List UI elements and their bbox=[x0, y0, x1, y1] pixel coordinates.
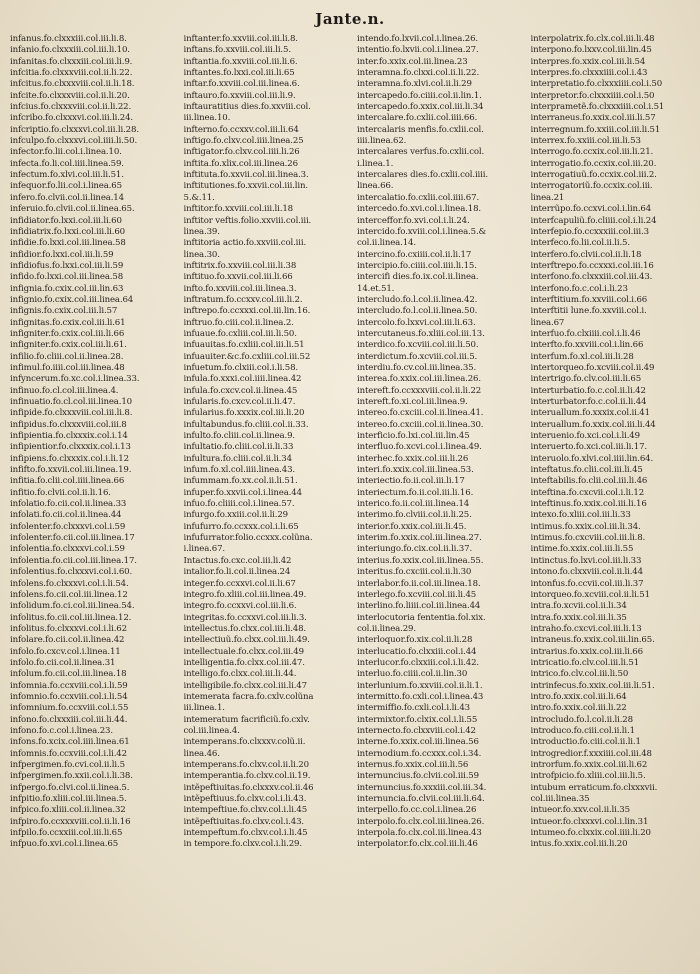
index-entry: infolo.fo.cxcv.col.i.linea.11 bbox=[10, 646, 121, 657]
index-entry: interfcapuliũ.fo.cliiii.col.i.li.24 bbox=[530, 215, 657, 226]
index-entry: intellectiuũ.fo.clxx.col.iii.li.49. bbox=[183, 635, 310, 646]
index-entry: infanus.fo.clxxxiii.col.iii.li.8. bbox=[10, 34, 127, 44]
index-entry: infomnia.fo.ccxviii.col.i.li.59 bbox=[10, 680, 128, 691]
index-entry: intellectuale.fo.clxx.col.iii.49 bbox=[183, 646, 304, 657]
index-entry: interceffor.fo.xvi.col.i.li.24. bbox=[357, 215, 470, 226]
index-column-1 bbox=[10, 34, 174, 968]
index-entry: interlego.fo.xcviii.col.iii.li.45 bbox=[357, 589, 477, 600]
index-entry: infimul.fo.iiii.col.iii.linea.48 bbox=[10, 362, 125, 373]
index-entry: infufurro.fo.ccxxx.col.i.li.65 bbox=[183, 521, 299, 532]
index-entry: interdico.fo.xcviii.col.iii.li.50. bbox=[357, 340, 479, 351]
index-entry: introcludo.fo.l.col.ii.li.28 bbox=[530, 714, 633, 725]
index-entry: intemerata facra.fo.cxlv.colũna bbox=[183, 691, 314, 702]
index-entry: infummam.fo.xx.col.ii.li.51. bbox=[183, 476, 298, 487]
index-entry: infulto.fo.cliii.col.ii.linea.9. bbox=[183, 431, 295, 442]
index-entry: interpres.fo.xxix.col.iii.li.54 bbox=[530, 56, 646, 67]
index-entry: intrinfecus.fo.xxix.col.iii.li.51. bbox=[530, 680, 655, 691]
index-entry: inftigator.fo.clxv.col.iiii.li.26 bbox=[183, 147, 300, 158]
index-entry: interdictum.fo.xcviii.col.iii.5. bbox=[357, 351, 478, 362]
index-entry: intumeo.fo.clxxix.col.iiii.li.20 bbox=[530, 828, 651, 839]
index-entry: linea.21 bbox=[530, 192, 565, 203]
index-entry: intercido.fo.xviii.col.i.linea.5.& bbox=[357, 226, 487, 237]
index-entry: infono.fo.clxxxiii.col.iii.li.44. bbox=[10, 714, 128, 725]
index-entry: i.linea.1. bbox=[357, 158, 394, 169]
index-entry: intra.fo.xcvii.col.ii.li.34 bbox=[530, 601, 627, 612]
index-entry: interlunium.fo.xxviii.col.ii.li.1. bbox=[357, 680, 483, 691]
index-entry: infolens.fo.clxxxvi.col.i.li.54. bbox=[10, 578, 129, 589]
index-entry: intercludo.fo.l.col.ii.linea.42. bbox=[357, 294, 478, 305]
index-entry: intimus.fo.xxix.col.iii.li.34. bbox=[530, 521, 641, 532]
index-entry: infula.fo.cxcv.col.ii.linea.45 bbox=[183, 385, 298, 396]
index-entry: interimo.fo.clviii.col.ii.li.25. bbox=[357, 510, 472, 521]
index-entry: intercapedo.fo.ciiii.col.ii.lin.1. bbox=[357, 90, 482, 101]
index-entry: interpolatrix.fo.clx.col.iii.li.48 bbox=[530, 34, 655, 44]
index-entry: intercalatio.fo.cxlii.col.iiii.67. bbox=[357, 192, 480, 203]
index-entry: linea.46. bbox=[183, 748, 220, 759]
index-entry: interior.fo.xxix.col.iii.li.45. bbox=[357, 521, 467, 532]
index-entry: inftitrix.fo.xxviii.col.iii.li.38 bbox=[183, 260, 297, 271]
index-entry: infurgo.fo.xxiii.col.ii.li.29 bbox=[183, 510, 288, 521]
index-entry: infula.fo.xxxi.col.iiii.linea.42 bbox=[183, 374, 302, 385]
index-entry: intimus.fo.cxcviii.col.iii.li.8. bbox=[530, 533, 646, 544]
index-entry: inftar.fo.xxviii.col.iii.linea.6. bbox=[183, 79, 300, 90]
index-entry: infecta.fo.li.col.iiii.linea.59. bbox=[10, 158, 124, 169]
index-entry: introgredior.f.xxxiiii.col.iii.48 bbox=[530, 748, 652, 759]
index-entry: intẽpeftiuitas.fo.clxxxv.col.ii.46 bbox=[183, 782, 314, 793]
index-entry: intempeftiue.fo.clxv.col.i.li.45 bbox=[183, 805, 308, 816]
index-entry: infitia.fo.clii.col.iiii.linea.66 bbox=[10, 476, 125, 487]
index-entry: infum.fo.xl.col.iiii.linea.43. bbox=[183, 465, 295, 476]
index-entry: introfpicio.fo.xliii.col.iii.li.5. bbox=[530, 771, 646, 782]
index-entry: intentio.fo.lxvii.col.i.linea.27. bbox=[357, 45, 479, 56]
index-entry: infolitus.fo.cii.col.iii.linea.12. bbox=[10, 612, 132, 623]
index-entry: infcribo.fo.clxxxvi.col.iii.li.24. bbox=[10, 113, 134, 124]
index-entry: infuauitas.fo.cxliii.col.iii.li.51 bbox=[183, 340, 305, 351]
index-entry: infidie.fo.lxxi.col.iii.linea.58 bbox=[10, 238, 126, 249]
index-entry: intẽpeftiuitas.fo.clxv.col.i.43. bbox=[183, 816, 305, 827]
index-entry: infitio.fo.clvii.col.ii.li.16. bbox=[10, 487, 111, 498]
index-entry: inteftina.fo.cxcvii.col.i.li.12 bbox=[530, 487, 645, 498]
index-entry: infpico.fo.xliii.col.ii.linea.32 bbox=[10, 805, 126, 816]
index-entry: infto.fo.xxviii.col.iii.linea.3. bbox=[183, 283, 297, 294]
index-entry: infpitio.fo.xliii.col.iii.linea.5. bbox=[10, 794, 127, 805]
index-entry: infcriptio.fo.clxxxvi.col.iii.li.28. bbox=[10, 124, 139, 135]
index-entry: integer.fo.ccxxvi.col.ii.li.67 bbox=[183, 578, 296, 589]
index-entry: infpuo.fo.xvi.col.i.linea.65 bbox=[10, 839, 119, 850]
index-entry: interftrepo.fo.ccxxxi.col.iii.16 bbox=[530, 260, 654, 271]
index-entry: intraneus.fo.xxix.col.iii.lin.65. bbox=[530, 635, 655, 646]
index-entry: infolentia.fo.cii.col.iii.linea.17. bbox=[10, 555, 137, 566]
index-entry: intemperans.fo.clxxxv.colũ.ii. bbox=[183, 737, 306, 748]
index-entry: intercedo.fo.xvi.col.i.linea.18. bbox=[357, 204, 481, 215]
index-entry: introduco.fo.ciii.col.ii.li.1 bbox=[530, 725, 635, 736]
index-entry: interftitium.fo.xxviii.col.i.66 bbox=[530, 294, 648, 305]
index-entry: intendo.fo.lxvii.col.i.linea.26. bbox=[357, 34, 479, 44]
index-entry: infyncerum.fo.xc.col.i.linea.33. bbox=[10, 374, 140, 385]
index-entry: interdiu.fo.cv.col.iii.linea.35. bbox=[357, 362, 477, 373]
index-entry: infector.fo.lii.col.i.linea.10. bbox=[10, 147, 122, 158]
index-entry: 5.&.11. bbox=[183, 192, 215, 203]
index-entry: infolidum.fo.ci.col.iii.linea.54. bbox=[10, 601, 135, 612]
index-entry: infularius.fo.xxxix.col.iii.li.20 bbox=[183, 408, 305, 419]
index-entry: infculpo.fo.clxxxvi.col.iiii.li.50. bbox=[10, 136, 138, 147]
index-entry: interlucor.fo.clxxiii.col.i.li.42. bbox=[357, 657, 480, 668]
index-entry: infolentius.fo.clxxxvi.col.i.60. bbox=[10, 567, 133, 578]
index-entry: interloquor.fo.xix.col.ii.li.28 bbox=[357, 635, 473, 646]
index-entry: infono.fo.c.col.i.linea.23. bbox=[10, 725, 113, 736]
index-entry: interftitii lune.fo.xxviii.col.i. bbox=[530, 306, 647, 317]
index-entry: introductio.fo.ciii.col.ii.li.1 bbox=[530, 737, 641, 748]
index-entry: interfum.fo.xl.col.iii.li.28 bbox=[530, 351, 634, 362]
index-entry: internecto.fo.clxxviii.col.i.42 bbox=[357, 725, 476, 736]
index-entry: infcitus.fo.clxxxviii.col.ii.li.18. bbox=[10, 79, 135, 90]
index-columns bbox=[10, 34, 694, 968]
index-entry: interea.fo.xxix.col.iii.linea.26. bbox=[357, 374, 481, 385]
index-entry: i.linea.67. bbox=[183, 544, 225, 555]
index-entry: interuenio.fo.xci.col.i.li.49 bbox=[530, 431, 640, 442]
index-entry: inteftinus.fo.xxix.col.iii.li.16 bbox=[530, 499, 647, 510]
index-entry: interiectum.fo.ii.col.iii.li.16. bbox=[357, 487, 474, 498]
index-entry: inteftabilis.fo.clii.col.iii.li.46 bbox=[530, 476, 648, 487]
index-entry: infolati.fo.cii.col.ii.linea.44 bbox=[10, 510, 122, 521]
index-entry: intertorqueo.fo.xcviii.col.ii.49 bbox=[530, 362, 655, 373]
index-entry: infilio.fo.cliii.col.ii.linea.28. bbox=[10, 351, 124, 362]
index-entry: interficio.fo.lxi.col.iii.lin.45 bbox=[357, 431, 470, 442]
index-entry: interlabor.fo.ii.col.iii.linea.18. bbox=[357, 578, 481, 589]
index-entry: infipientior.fo.clxxxix.col.i.13 bbox=[10, 442, 131, 453]
index-entry: linea.67 bbox=[530, 317, 565, 328]
index-entry: interfuo.fo.clxiiii.col.i.li.46 bbox=[530, 328, 641, 339]
index-entry: infignitas.fo.cxix.col.iii.li.61 bbox=[10, 317, 126, 328]
index-entry: inferuio.fo.clvii.col.ii.linea.65. bbox=[10, 204, 135, 215]
index-entry: intelligo.fo.clxx.col.iii.li.44. bbox=[183, 669, 297, 680]
index-entry: interprametẽ.fo.clxxxiiii.col.i.51 bbox=[530, 102, 665, 113]
index-entry: infpilo.fo.ccxxiii.col.iii.li.65 bbox=[10, 828, 123, 839]
index-entry: inftantes.fo.lxxi.col.iii.li.65 bbox=[183, 68, 295, 79]
index-entry: infipiens.fo.clxxxix.col.i.li.12 bbox=[10, 453, 129, 464]
index-entry: intertrigo.fo.clv.col.iii.li.65 bbox=[530, 374, 642, 385]
index-entry: infipide.fo.clxxxviii.col.iii.li.8. bbox=[10, 408, 133, 419]
index-entry: intermitto.fo.cxli.col.i.linea.43 bbox=[357, 691, 484, 702]
index-entry: intricatio.fo.clv.col.iii.li.51 bbox=[530, 657, 640, 668]
index-entry: inftanter.fo.xxviii.col.iii.li.8. bbox=[183, 34, 298, 44]
index-entry: interamna.fo.clxxi.col.ii.li.22. bbox=[357, 68, 480, 79]
index-entry: internuncia.fo.clvii.col.iii.li.64. bbox=[357, 794, 485, 805]
index-entry: infignia.fo.cxix.col.iii.lin.63 bbox=[10, 283, 124, 294]
index-entry: interpolator.fo.clx.col.iii.li.46 bbox=[357, 839, 478, 850]
index-entry: inftitor.fo.xxviii.col.iii.li.18 bbox=[183, 204, 293, 215]
index-entry: intercutaneus.fo.xliii.col.iii.13. bbox=[357, 328, 485, 339]
index-entry: intorqueo.fo.xcviii.col.ii.li.51 bbox=[530, 589, 650, 600]
index-entry: internuncius.fo.xxxiii.col.iii.34. bbox=[357, 782, 487, 793]
index-entry: col.ii.linea.29. bbox=[357, 623, 416, 634]
index-entry: intellectus.fo.clxx.col.iii.li.48. bbox=[183, 623, 307, 634]
index-entry: intereft.fo.xi.col.iii.linea.9. bbox=[357, 397, 468, 407]
index-entry: infcius.fo.clxxxviii.col.ii.li.22. bbox=[10, 102, 132, 113]
index-entry: infolenter.fo.cii.col.iii.linea.17 bbox=[10, 533, 135, 544]
index-entry: interrũpo.fo.ccxvi.col.i.lin.64 bbox=[530, 204, 652, 215]
index-entry: inftauratitius dies.fo.xxviii.col. bbox=[183, 102, 311, 113]
index-entry: inftita.fo.xlix.col.iii.linea.26 bbox=[183, 158, 298, 169]
index-entry: inftituo.fo.xxvii.col.iii.li.66 bbox=[183, 272, 293, 283]
index-entry: intemperantia.fo.clxv.col.ii.19. bbox=[183, 771, 311, 782]
index-entry: interturbator.fo.c.col.ii.li.44 bbox=[530, 397, 647, 407]
index-entry: intonfus.fo.ccvii.col.iii.li.37 bbox=[530, 578, 644, 589]
index-entry: intemeratum facrificiũ.fo.cxlv. bbox=[183, 714, 310, 725]
index-entry: inteftatus.fo.clii.col.iii.li.45 bbox=[530, 465, 643, 476]
index-entry: interfeco.fo.lii.col.ii.li.5. bbox=[530, 238, 630, 249]
index-entry: intercalare.fo.cxlii.col.iiii.66. bbox=[357, 113, 478, 124]
index-entry: intercludo.fo.l.col.ii.linea.50. bbox=[357, 306, 478, 317]
index-entry: infignio.fo.cxix.col.iii.linea.64 bbox=[10, 294, 134, 305]
index-entry: interpretor.fo.clxxxiiii.col.i.50 bbox=[530, 90, 655, 101]
page-header: Jante.n. bbox=[315, 10, 385, 28]
index-entry: internuncius.fo.clvii.col.iii.59 bbox=[357, 771, 479, 782]
index-entry: interfono.fo.clxxxiii.col.iii.43. bbox=[530, 272, 653, 283]
index-entry: iii.linea.1. bbox=[183, 703, 225, 714]
index-entry: infuo.fo.cliiii.col.i.linea.57. bbox=[183, 499, 295, 510]
index-entry: interlucatio.fo.clxxiii.col.i.44 bbox=[357, 646, 477, 657]
index-entry: integritas.fo.ccxxvi.col.iii.li.3. bbox=[183, 612, 307, 623]
index-entry: linea.30. bbox=[183, 249, 220, 260]
index-entry: interpolo.fo.clx.col.iii.linea.26. bbox=[357, 816, 485, 827]
index-entry: infultura.fo.cliii.col.ii.li.34 bbox=[183, 453, 292, 464]
index-entry: infolentia.fo.clxxxvi.col.i.59 bbox=[10, 544, 125, 555]
index-entry: infpergimen.fo.cvi.col.ii.li.5 bbox=[10, 760, 125, 770]
index-entry: infolitus.fo.clxxxvi.col.i.li.62 bbox=[10, 623, 127, 634]
index-entry: intercalares dies.fo.cxlii.col.iiii. bbox=[357, 170, 488, 181]
index-entry: intinctus.fo.lxvi.col.iii.li.33 bbox=[530, 555, 642, 566]
index-entry: inter.fo.xxix.col.iii.linea.23 bbox=[357, 56, 468, 67]
index-entry: inftratum.fo.ccxxv.col.iii.li.2. bbox=[183, 294, 303, 305]
index-entry: intus.fo.xxix.col.iii.li.20 bbox=[530, 839, 628, 850]
index-entry: interpello.fo.cc.col.i.linea.26 bbox=[357, 805, 477, 816]
index-entry: infero.fo.clvii.col.ii.linea.14 bbox=[10, 192, 124, 203]
index-entry: interrogo.fo.ccxix.col.iii.li.21. bbox=[530, 147, 654, 158]
index-entry: internus.fo.xxix.col.iii.li.56 bbox=[357, 760, 469, 770]
index-entry: intelligentia.fo.clxx.col.iii.47. bbox=[183, 657, 305, 668]
index-entry: intro.fo.xxix.col.iii.li.22 bbox=[530, 703, 627, 714]
index-entry: infcitia.fo.clxxxviii.col.ii.li.22. bbox=[10, 68, 133, 79]
index-entry: infidiatrix.fo.lxxi.col.iii.li.60 bbox=[10, 226, 125, 237]
index-entry: infipientia.fo.clxxxix.col.i.14 bbox=[10, 431, 128, 442]
index-entry: infanio.fo.clxxxiii.col.iii.li.10. bbox=[10, 45, 130, 56]
index-entry: infinuatio.fo.cl.col.iii.linea.10 bbox=[10, 397, 132, 407]
index-column-2 bbox=[184, 34, 348, 968]
index-entry: infuper.fo.xxvii.col.i.linea.44 bbox=[183, 487, 302, 498]
index-entry: interrogatio.fo.ccxix.col.iii.20. bbox=[530, 158, 657, 169]
index-entry: infomnis.fo.ccxviii.col.i.li.42 bbox=[10, 748, 127, 759]
index-entry: interregnum.fo.xxiii.col.iii.li.51 bbox=[530, 124, 661, 135]
index-entry: interrogatiuũ.fo.ccxix.col.iii.2. bbox=[530, 170, 657, 181]
index-entry: interfepio.fo.ccxxxiii.col.iii.3 bbox=[530, 226, 649, 237]
index-entry: linea.39. bbox=[183, 226, 220, 237]
index-entry: intercifi dies.fo.ix.col.ii.linea. bbox=[357, 272, 479, 283]
index-entry: interrogatoriũ.fo.ccxix.col.iii. bbox=[530, 181, 653, 192]
index-entry: interrex.fo.xxiii.col.iii.li.53 bbox=[530, 136, 641, 147]
index-entry: interuallum.fo.xxix.col.iii.li.44 bbox=[530, 419, 656, 430]
index-entry: intelligibile.fo.clxx.col.iii.li.47 bbox=[183, 680, 307, 691]
index-entry: intono.fo.clxxviii.col.ii.li.44 bbox=[530, 567, 643, 578]
index-entry: interamna.fo.xlvi.col.ii.li.29 bbox=[357, 79, 472, 90]
index-entry: interpono.fo.lxxv.col.iii.lin.45 bbox=[530, 45, 652, 56]
index-entry: infpergimen.fo.xxii.col.i.li.38. bbox=[10, 771, 133, 782]
index-entry: infultabundus.fo.cliii.col.ii.33. bbox=[183, 419, 309, 430]
index-entry: inftrepo.fo.ccxxxi.col.iii.lin.16. bbox=[183, 306, 311, 317]
index-entry: infolatio.fo.cii.col.ii.linea.33 bbox=[10, 499, 127, 510]
index-entry: intubum erraticum.fo.clxxxvii. bbox=[530, 782, 658, 793]
index-entry: intrarius.fo.xxix.col.iii.li.66 bbox=[530, 646, 643, 657]
index-entry: inftitutiones.fo.xxvii.col.iii.lin. bbox=[183, 181, 308, 192]
index-entry: intercalaris menfis.fo.cxlii.col. bbox=[357, 124, 484, 135]
index-entry: intrico.fo.clv.col.iii.li.50 bbox=[530, 669, 629, 680]
index-entry: inftituta.fo.xxvii.col.iii.linea.3. bbox=[183, 170, 309, 181]
index-entry: intercalares verfus.fo.cxlii.col. bbox=[357, 147, 485, 158]
index-entry: interfono.fo.c.col.i.li.23 bbox=[530, 283, 628, 294]
index-entry: Intactus.fo.cxc.col.iii.li.42 bbox=[183, 555, 292, 566]
index-entry: infterno.fo.ccxxv.col.iii.li.64 bbox=[183, 124, 299, 135]
index-entry: intexo.fo.xliii.col.iii.li.33 bbox=[530, 510, 631, 521]
index-entry: intempeftum.fo.clxv.col.i.li.45 bbox=[183, 828, 308, 839]
index-entry: infcite.fo.clxxxviii.col.ii.li.20. bbox=[10, 90, 130, 101]
index-entry: infinuo.fo.cl.col.iii.linea.4. bbox=[10, 385, 119, 396]
index-entry: interiungo.fo.cix.col.ii.li.37. bbox=[357, 544, 473, 555]
index-column-4 bbox=[531, 34, 695, 968]
index-entry: linea.66. bbox=[357, 181, 394, 192]
index-entry: infifto.fo.xxvii.col.iii.linea.19. bbox=[10, 465, 132, 476]
index-entry: infolare.fo.cii.col.ii.linea.42 bbox=[10, 635, 125, 646]
index-entry: infons.fo.xcix.col.iiii.linea.61 bbox=[10, 737, 130, 748]
index-entry: intereo.fo.cxciii.col.ii.linea.30. bbox=[357, 419, 484, 430]
index-entry: infularis.fo.cxcv.col.ii.li.47. bbox=[183, 397, 296, 407]
index-entry: intueor.fo.xxv.col.ii.li.35 bbox=[530, 805, 630, 816]
index-entry: infomnio.fo.ccxviii.col.i.li.54 bbox=[10, 691, 128, 702]
index-entry: infpergo.fo.clvi.col.ii.linea.5. bbox=[10, 782, 130, 793]
index-entry: intẽpeftiuus.fo.clxv.col.i.li.43. bbox=[183, 794, 307, 805]
index-entry: intermixtor.fo.clxix.col.i.li.55 bbox=[357, 714, 478, 725]
index-entry: integro.fo.xliii.col.iii.linea.49. bbox=[183, 589, 307, 600]
index-entry: infipidus.fo.clxxxviii.col.iii.8 bbox=[10, 419, 127, 430]
index-entry: integro.fo.ccxxvi.col.iii.li.6. bbox=[183, 601, 297, 612]
index-entry: infigniter.fo.cxix.col.iii.li.66 bbox=[10, 328, 125, 339]
index-entry: intime.fo.xxix.col.iii.li.55 bbox=[530, 544, 634, 555]
index-entry: infuetum.fo.clxiii.col.i.li.58. bbox=[183, 362, 298, 373]
index-entry: intueor.fo.clxxxvi.col.i.lin.31 bbox=[530, 816, 649, 827]
index-entry: infpiro.fo.ccxxxviii.col.ii.li.16 bbox=[10, 816, 131, 827]
index-entry: infectum.fo.xlvi.col.iii.li.51. bbox=[10, 170, 124, 181]
index-entry: iii.linea.10. bbox=[183, 113, 231, 124]
index-entry: inftauro.fo.xxviii.col.iii.li.9. bbox=[183, 90, 296, 101]
index-entry: infomnium.fo.ccxviii.col.i.55 bbox=[10, 703, 129, 714]
index-entry: intra.fo.xxix.col.iii.li.35 bbox=[530, 612, 627, 623]
index-column-3 bbox=[357, 34, 521, 968]
index-entry: infufurrator.folio.ccxxx.colũna. bbox=[183, 533, 313, 544]
index-entry: iiii.linea.62. bbox=[357, 136, 407, 147]
index-entry: interim.fo.xxix.col.iii.linea.27. bbox=[357, 533, 482, 544]
index-entry: infidiator.fo.lxxi.col.iii.li.60 bbox=[10, 215, 122, 226]
index-entry: infultatio.fo.cliii.col.ii.li.33 bbox=[183, 442, 294, 453]
index-entry: intercolo.fo.lxxvi.col.iii.li.63. bbox=[357, 317, 476, 328]
index-entry: intalior.fo.li.col.ii.linea.24 bbox=[183, 567, 291, 578]
index-entry: col.iii.linea.4. bbox=[183, 725, 240, 736]
index-entry: interluo.fo.ciiii.col.ii.lin.30 bbox=[357, 669, 468, 680]
index-entry: infido.fo.lxxi.col.iii.linea.58 bbox=[10, 272, 124, 283]
index-entry: intercapedo.fo.xxix.col.iii.li.34 bbox=[357, 102, 484, 113]
index-entry: intraho.fo.cxcvi.col.iii.li.13 bbox=[530, 623, 642, 634]
index-entry: interlocutoria fententia.fol.xix. bbox=[357, 612, 486, 623]
index-entry: infignis.fo.cxix.col.iii.li.57 bbox=[10, 306, 118, 317]
index-entry: infolo.fo.cii.col.ii.linea.31 bbox=[10, 657, 116, 668]
index-entry: interfluo.fo.xcvi.col.i.linea.49. bbox=[357, 442, 482, 453]
index-entry: introrfum.fo.xxix.col.iii.li.62 bbox=[530, 760, 648, 770]
index-entry: interico.fo.ii.col.iii.linea.14 bbox=[357, 499, 470, 510]
index-entry: in tempore.fo.clxv.col.i.li.29. bbox=[183, 839, 302, 850]
index-entry: interpretatio.fo.clxxxiiii.col.i.50 bbox=[530, 79, 663, 90]
index-entry: infolens.fo.cii.col.iii.linea.12 bbox=[10, 589, 128, 600]
index-entry: inftantia.fo.xxviii.col.iii.li.6. bbox=[183, 56, 298, 67]
index-entry: interturbatio.fo.c.col.ii.li.42 bbox=[530, 385, 646, 396]
index-entry: intercino.fo.cxiiii.col.ii.li.17 bbox=[357, 249, 472, 260]
index-entry: inftigo.fo.clxv.col.iiii.linea.25 bbox=[183, 136, 304, 147]
index-entry: interuallum.fo.xxxix.col.ii.41 bbox=[530, 408, 650, 419]
index-entry: intereo.fo.cxciii.col.ii.linea.41. bbox=[357, 408, 484, 419]
index-entry: intro.fo.xxix.col.iii.li.64 bbox=[530, 691, 627, 702]
index-entry: interitus.fo.cxciii.col.ii.li.30 bbox=[357, 567, 472, 578]
index-entry: col.ii.linea.14. bbox=[357, 238, 416, 249]
index-entry: infuaue.fo.cxliii.col.iii.li.50. bbox=[183, 328, 297, 339]
index-entry: interuolo.fo.xlvi.col.iiii.lin.64. bbox=[530, 453, 654, 464]
index-entry: interuerto.fo.xci.col.iii.li.17. bbox=[530, 442, 647, 453]
index-entry: interlino.fo.liiii.col.iii.linea.44 bbox=[357, 601, 481, 612]
index-entry: col.iii.linea.35 bbox=[530, 794, 590, 805]
index-entry: infanitas.fo.clxxxiii.col.iii.li.9. bbox=[10, 56, 133, 67]
index-entry: internodium.fo.ccxxx.col.i.34. bbox=[357, 748, 482, 759]
index-entry: infequor.fo.lii.col.i.linea.65 bbox=[10, 181, 122, 192]
index-entry: infolenter.fo.clxxxvi.col.i.59 bbox=[10, 521, 126, 532]
index-entry: infidiofus.fo.lxxi.col.iii.li.59 bbox=[10, 260, 124, 271]
index-entry: intercipio.fo.ciiii.col.iiii.li.15. bbox=[357, 260, 477, 271]
index-entry: inftitoria actio.fo.xxviii.col.iii. bbox=[183, 238, 307, 249]
index-entry: interi.fo.xxix.col.iii.linea.53. bbox=[357, 465, 474, 476]
index-entry: interius.fo.xxix.col.iii.linea.55. bbox=[357, 555, 484, 566]
index-entry: interfto.fo.xxviii.col.i.lin.66 bbox=[530, 340, 644, 351]
index-entry: infuauiter.&c.fo.cxliii.col.iii.52 bbox=[183, 351, 311, 362]
index-entry: interpres.fo.clxxxiiii.col.i.43 bbox=[530, 68, 648, 79]
index-entry: interraneus.fo.xxix.col.iii.li.57 bbox=[530, 113, 656, 124]
index-entry: intermiffio.fo.cxli.col.i.li.43 bbox=[357, 703, 470, 714]
index-entry: inftans.fo.xxviii.col.iii.li.5. bbox=[183, 45, 291, 56]
index-entry: inftitor veftis.folio.xxviii.col.iii. bbox=[183, 215, 312, 226]
index-entry: interhec.fo.xxix.col.iii.li.26 bbox=[357, 453, 469, 464]
index-entry: infolum.fo.cii.col.iii.linea.18 bbox=[10, 669, 127, 680]
index-entry: interne.fo.xxix.col.iii.linea.56 bbox=[357, 737, 479, 748]
index-entry: intereft.fo.ccxxxviii.col.ii.li.22 bbox=[357, 385, 482, 396]
index-entry: interfero.fo.clvii.col.ii.li.18 bbox=[530, 249, 642, 260]
index-entry: interiectio.fo.ii.col.iii.li.17 bbox=[357, 476, 465, 487]
index-entry: intemperans.fo.clxv.col.ii.li.20 bbox=[183, 760, 309, 770]
index-entry: 14.et.51. bbox=[357, 283, 395, 294]
index-entry: interpola.fo.clx.col.iii.linea.43 bbox=[357, 828, 482, 839]
index-entry: infigniter.fo.cxix.col.iii.li.61. bbox=[10, 340, 127, 351]
index-entry: inftruo.fo.ciii.col.ii.linea.2. bbox=[183, 317, 294, 328]
index-entry: infidior.fo.lxxi.col.iii.li.59 bbox=[10, 249, 114, 260]
